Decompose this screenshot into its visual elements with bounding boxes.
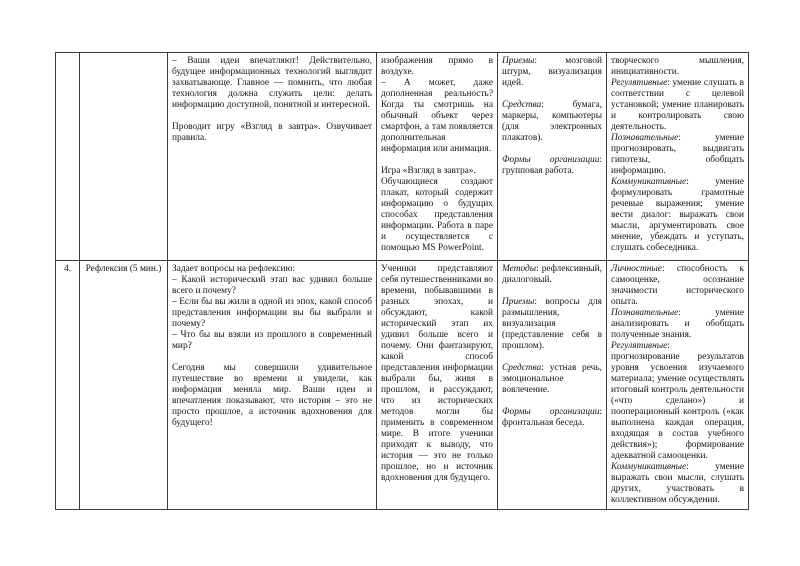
paragraph: Игра «Взгляд в завтра». <box>381 166 476 176</box>
paragraph: Ученики представляют себя путешественниками во времени, побывавшими в разных эпохах, и обсуждают, какой исторический этап их удивил больше всего и почему. Они фантазируют, какой способ представления информации выбрали бы, живя в прошлом, и рассуждают, что из исторических методов могли бы применить в современном мире. В итоге ученики приходят к выводу, что история — это не только прошлое, но и источник вдохновения для будущего. <box>381 264 493 483</box>
paragraph <box>381 155 493 166</box>
paragraph: Проводит игру «Взгляд в завтра». Озвучивает правила. <box>172 122 372 143</box>
cell-student-activity <box>377 261 498 510</box>
table-row <box>56 53 749 261</box>
cell-student-activity <box>377 53 498 261</box>
paragraph <box>172 352 372 363</box>
paragraph: – Что бы вы взяли из прошлого в современный мир? <box>172 330 372 351</box>
cell-planned-results <box>607 261 749 510</box>
cell-teacher-activity <box>168 53 377 261</box>
lesson-plan-table <box>55 52 749 510</box>
paragraph: Сегодня мы совершили удивительное путешествие во времени и увидели, как информация меняла мир. Ваши идеи и впечатления показывают, что история – это не просто прошлое, а источник вдохновения для будущего! <box>172 363 372 428</box>
paragraph: Обучающиеся создают плакат, который содержит информацию о будущих способах представления информации. Работа в паре и осуществляется с помощью MS PowerPoint. <box>381 177 493 253</box>
cell-stage-name: Рефлексия (5 мин.) <box>80 261 168 510</box>
paragraph: Познавательные: умение анализировать и обобщать полученные знания. <box>611 308 744 340</box>
paragraph: Приемы: вопросы для размышления, визуализация (представление себя в прошлом). <box>502 297 602 351</box>
paragraph <box>502 396 602 407</box>
paragraph: Средства: бумага, маркеры, компьютеры (для электронных плакатов). <box>502 100 602 143</box>
paragraph: Методы: рефлексивный, диалоговый. <box>502 264 602 285</box>
paragraph: Формы организации: групповая работа. <box>502 155 602 176</box>
paragraph: Регулятивные: умение слушать в соответствии с целевой установкой; умение планировать и контролировать свою деятельность. <box>611 78 744 132</box>
paragraph: – Какой исторический этап вас удивил больше всего и почему? <box>172 275 372 296</box>
cell-planned-results <box>607 53 749 261</box>
paragraph <box>502 89 602 100</box>
cell-stage-number <box>56 53 80 261</box>
paragraph: Приемы: мозговой штурм, визуализация идей. <box>502 56 602 88</box>
cell-methods <box>498 261 607 510</box>
cell-methods <box>498 53 607 261</box>
paragraph: – Если бы вы жили в одной из эпох, какой способ представления информации вы бы выбрали и почему? <box>172 297 372 329</box>
table-row <box>56 261 749 510</box>
paragraph: Формы организации: фронтальная беседа. <box>502 407 602 428</box>
paragraph <box>502 352 602 363</box>
paragraph: Регулятивные: <box>611 341 670 351</box>
paragraph <box>502 286 602 297</box>
paragraph: – А может, даже дополненная реальность? Когда ты смотришь на обычный объект через смартфон, а там появляется дополнительная информация или анимация. <box>381 78 493 154</box>
cell-teacher-activity <box>168 261 377 510</box>
cell-stage-number: 4. <box>56 261 80 510</box>
cell-stage-name <box>80 53 168 261</box>
paragraph: Личностные: способность к самооценке, осознание значимости исторического опыта. <box>611 264 744 307</box>
paragraph: творческого мышления, инициативности. <box>611 56 744 77</box>
paragraph: Коммуникативные: умение формулировать грамотные речевые выражения; умение вести диалог: выражать свои мысли, аргументировать свое мнение, убеждать и уступать, слушать собеседника. <box>611 177 744 253</box>
paragraph <box>502 144 602 155</box>
paragraph: Коммуникативные: умение выражать свои мысли, слушать других, участвовать в коллективном обсуждении. <box>611 462 744 505</box>
paragraph: Задает вопросы на рефлексию: <box>172 264 296 274</box>
paragraph: Познавательные: умение прогнозировать, выдвигать гипотезы, обобщать информацию. <box>611 133 744 176</box>
paragraph <box>172 111 372 122</box>
paragraph: – Ваши идеи впечатляют! Действительно, будущее информационных технологий выглядит захватывающе. Главное — помнить, что любая технология должна служить цели: делать информацию доступной, понятной и интересной. <box>172 56 372 110</box>
paragraph: изображения прямо в воздухе. <box>381 56 493 77</box>
paragraph: прогнозирование результатов уровня усвоения изучаемого материала; умение осуществлять итоговый контроль деятельности («что сделано») и пооперационный контроль («как выполнена каждая операция, входящая в состав учебного действия»); формирование адекватной самооценки. <box>611 352 744 461</box>
paragraph: Средства: устная речь, эмоциональное вовлечение. <box>502 363 602 395</box>
